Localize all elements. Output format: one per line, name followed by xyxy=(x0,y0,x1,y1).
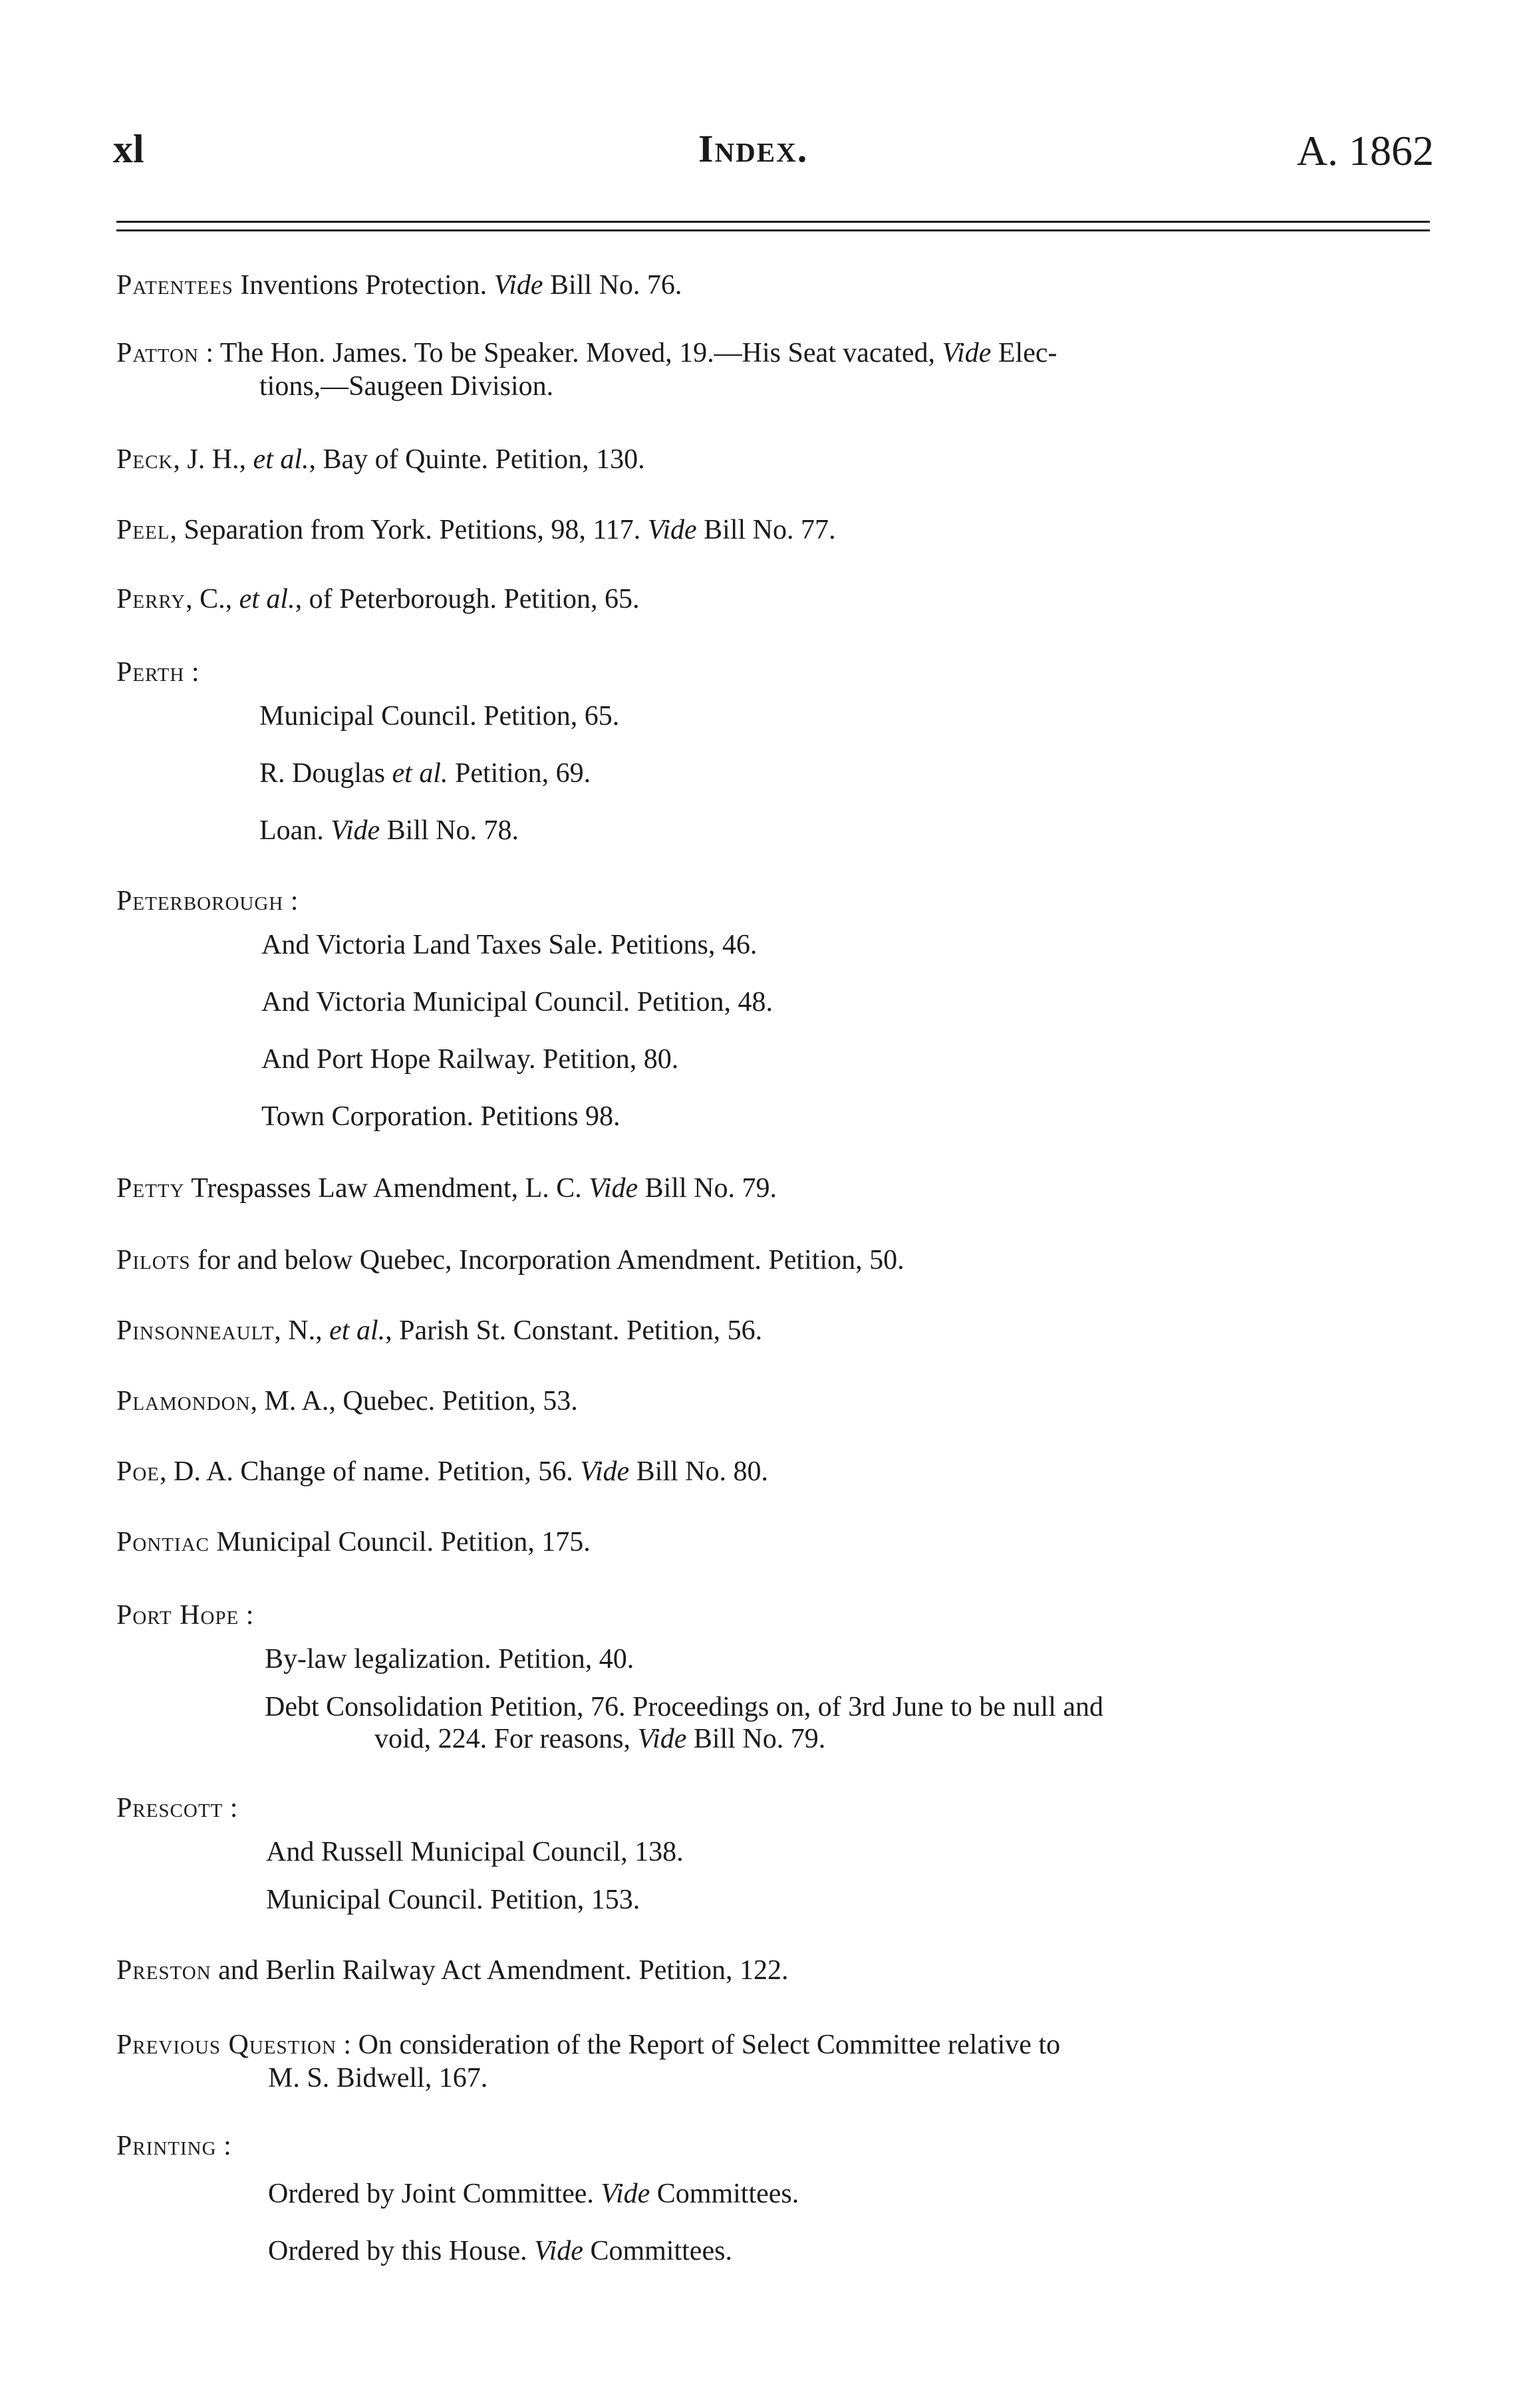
index-entry-prescott xyxy=(116,1789,1440,1827)
index-entry-perry xyxy=(116,580,1440,618)
index-entry-printing xyxy=(116,2127,1440,2165)
sub-entry-text: And Port Hope Railway. Petition, 80. xyxy=(261,1044,679,1075)
sub-entry xyxy=(261,926,757,964)
et-al: et al. xyxy=(392,758,448,789)
et-al: et al. xyxy=(329,1315,386,1346)
vide-reference: Vide xyxy=(942,338,992,368)
entry-text: , J. H., xyxy=(173,444,253,475)
entry-headword: Peck xyxy=(116,444,174,475)
entry-text: : The Hon. James. To be Speaker. Moved, 19.—His Seat vacated, xyxy=(198,338,942,368)
sub-entry-continuation xyxy=(265,1720,1442,1758)
entry-text: Trespasses Law Amendment, L. C. xyxy=(184,1173,589,1204)
sub-entry-text: Municipal Council. Petition, 65. xyxy=(259,701,620,732)
entry-headword: Plamondon xyxy=(116,1386,251,1416)
entry-headword: Pilots xyxy=(116,1245,191,1275)
sub-entry-text: And Russell Municipal Council, 138. xyxy=(266,1837,684,1867)
index-entry-peterborough xyxy=(116,882,1440,920)
sub-entry-text: By-law legalization. Petition, 40. xyxy=(265,1644,634,1674)
sub-entry-text: Petition, 69. xyxy=(448,758,591,789)
entry-headword: Pinsonneault xyxy=(116,1315,275,1346)
sub-entry-text: void, 224. For reasons, xyxy=(374,1724,638,1754)
index-entry-port-hope xyxy=(116,1596,1440,1635)
index-entry-previous-question xyxy=(116,2026,1440,2097)
entry-reference: Bill No. 80. xyxy=(629,1456,768,1487)
sub-entry xyxy=(266,1833,684,1871)
sub-entry-text: And Victoria Land Taxes Sale. Petitions, 46. xyxy=(261,930,758,960)
entry-headword: Previous Question xyxy=(116,2030,337,2060)
entry-headword: Poe xyxy=(116,1456,160,1487)
sub-entry-text: Loan. xyxy=(259,815,331,846)
vide-reference: Vide xyxy=(580,1456,630,1487)
et-al: et al. xyxy=(239,584,295,614)
sub-entry-text: R. Douglas xyxy=(259,758,392,789)
entry-headword: Petty xyxy=(116,1173,185,1204)
entry-reference: , Bay of Quinte. Petition, 130. xyxy=(309,444,645,475)
entry-headword: Patton xyxy=(116,338,199,368)
vide-reference: Vide xyxy=(637,1724,687,1754)
sub-entry xyxy=(259,697,619,736)
vide-reference: Vide xyxy=(647,515,697,545)
vide-reference: Vide xyxy=(534,2236,583,2266)
sub-entry-text: Bill No. 79. xyxy=(686,1724,826,1754)
entry-headword: Pontiac xyxy=(116,1527,209,1557)
running-title: Index. xyxy=(698,127,809,170)
index-entry-perth xyxy=(116,653,1440,692)
index-entry-patton xyxy=(116,334,1440,406)
entry-headword: Prescott xyxy=(116,1793,223,1823)
sub-entry-text: And Victoria Municipal Council. Petition, 48. xyxy=(261,987,773,1017)
entry-headword: Perth xyxy=(116,657,185,688)
sub-entry xyxy=(268,2175,799,2213)
index-entry-pontiac xyxy=(116,1523,1440,1561)
index-entry-peck xyxy=(116,440,1440,479)
entry-reference: , of Peterborough. Petition, 65. xyxy=(295,584,640,614)
page-number: xl xyxy=(113,127,144,171)
sub-entry-text: Committees. xyxy=(583,2236,732,2266)
entry-text: : On consideration of the Report of Select Committee relative to xyxy=(336,2030,1061,2060)
entry-headword: Preston xyxy=(116,1955,211,1986)
entry-reference: Elec- xyxy=(991,338,1057,368)
entry-reference: , Parish St. Constant. Petition, 56. xyxy=(385,1315,763,1346)
entry-text: : xyxy=(216,2131,231,2161)
sub-entry xyxy=(261,1040,678,1079)
entry-text: Inventions Protection. xyxy=(233,270,494,301)
index-entry-pinsonneault xyxy=(116,1311,1440,1350)
header-rule-bottom xyxy=(116,229,1430,231)
index-entry-pilots xyxy=(116,1241,1440,1279)
sub-entry xyxy=(259,811,519,850)
vide-reference: Vide xyxy=(601,2179,650,2209)
sub-entry xyxy=(265,1640,634,1678)
volume-year: A. 1862 xyxy=(1296,127,1434,174)
sub-entry-text: Ordered by this House. xyxy=(268,2236,535,2266)
entry-headword: Port Hope xyxy=(116,1600,239,1631)
entry-reference: Bill No. 77. xyxy=(696,515,836,545)
header-rule-top xyxy=(116,221,1430,223)
sub-entry xyxy=(261,1097,621,1136)
entry-headword: Printing xyxy=(116,2131,217,2161)
entry-headword: Perry xyxy=(116,584,186,614)
entry-text: : xyxy=(223,1793,238,1823)
entry-text: : xyxy=(283,886,299,916)
index-entry-preston xyxy=(116,1951,1440,1990)
entry-text: , Separation from York. Petitions, 98, 117. xyxy=(170,515,648,545)
index-entry-plamondon xyxy=(116,1382,1440,1420)
entry-text: , M. A., Quebec. Petition, 53. xyxy=(250,1386,578,1416)
entry-text: , N., xyxy=(274,1315,330,1346)
vide-reference: Vide xyxy=(331,815,380,846)
sub-entry-text: Committees. xyxy=(650,2179,799,2209)
entry-reference: Bill No. 76. xyxy=(543,270,682,301)
entry-headword: Peel xyxy=(116,515,170,545)
entry-text: : xyxy=(184,657,200,688)
sub-entry xyxy=(261,983,773,1021)
vide-reference: Vide xyxy=(589,1173,638,1204)
entry-text: and Berlin Railway Act Amendment. Petition, 122. xyxy=(211,1955,789,1986)
sub-entry xyxy=(265,1688,1442,1758)
sub-entry-text: Bill No. 78. xyxy=(380,815,519,846)
sub-entry xyxy=(266,1881,640,1919)
entry-text: Municipal Council. Petition, 175. xyxy=(209,1527,591,1557)
entry-text: : xyxy=(239,1600,254,1631)
page-header xyxy=(113,126,1434,186)
sub-entry-text: Ordered by Joint Committee. xyxy=(268,2179,601,2209)
entry-continuation: tions,—Saugeen Division. xyxy=(259,371,554,402)
sub-entry-text: Municipal Council. Petition, 153. xyxy=(266,1885,640,1915)
entry-text: , D. A. Change of name. Petition, 56. xyxy=(160,1456,581,1487)
index-entry-petty xyxy=(116,1169,1440,1208)
sub-entry xyxy=(259,754,591,793)
entry-text: for and below Quebec, Incorporation Amendment. Petition, 50. xyxy=(190,1245,904,1275)
index-entry-patentees xyxy=(116,266,1440,305)
index-entry-peel xyxy=(116,511,1440,549)
sub-entry-text: Debt Consolidation Petition, 76. Proceedings on, of 3rd June to be null and xyxy=(265,1692,1104,1722)
entry-reference: Bill No. 79. xyxy=(638,1173,777,1204)
entry-headword: Peterborough xyxy=(116,886,284,916)
sub-entry xyxy=(268,2232,732,2270)
entry-text: , C., xyxy=(186,584,239,614)
index-entry-poe xyxy=(116,1452,1440,1491)
sub-entry-text: Town Corporation. Petitions 98. xyxy=(261,1101,621,1132)
vide-reference: Vide xyxy=(493,270,543,301)
entry-headword: Patentees xyxy=(116,270,233,301)
entry-continuation: M. S. Bidwell, 167. xyxy=(268,2063,488,2093)
et-al: et al. xyxy=(253,444,309,475)
